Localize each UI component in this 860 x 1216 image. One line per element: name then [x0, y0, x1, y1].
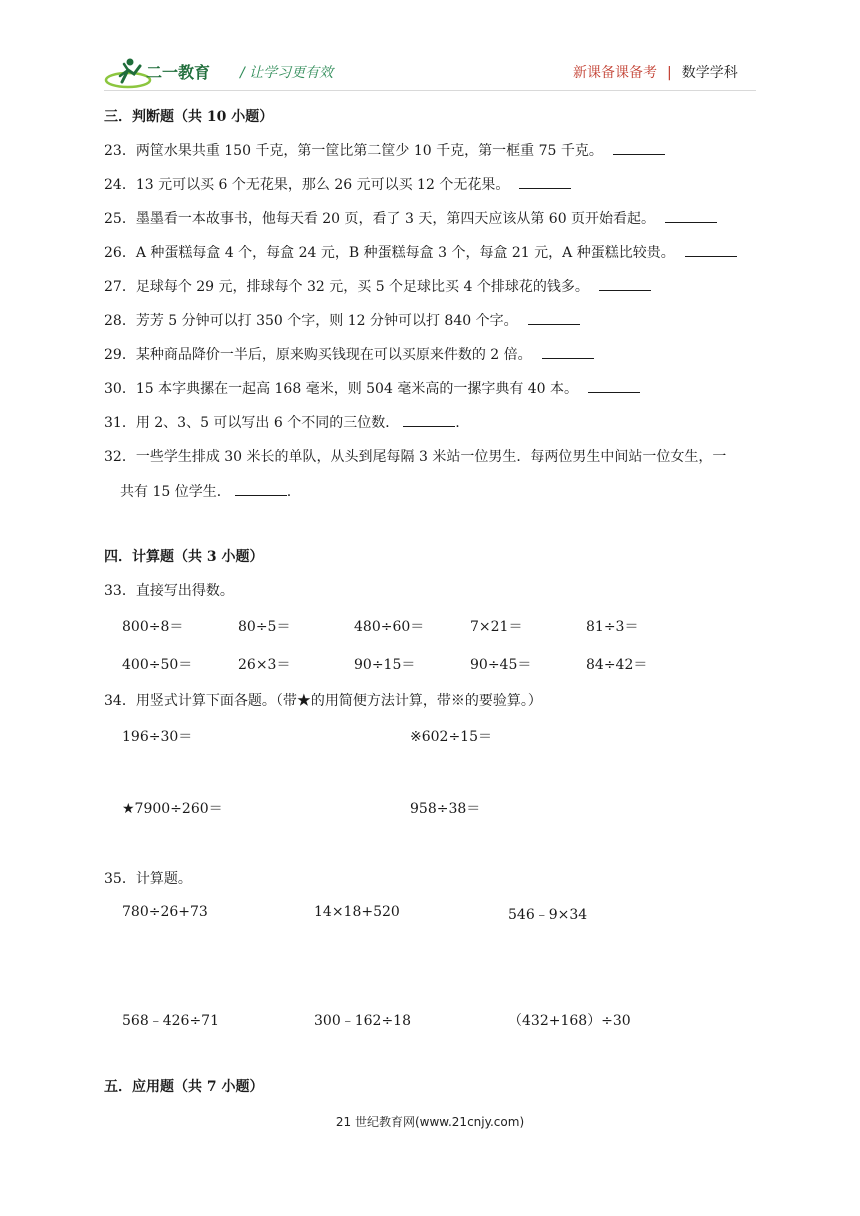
- mixed-calc-item: 14×18+520: [314, 904, 400, 920]
- question-26: [104, 242, 737, 262]
- question-32-line1: 32．一些学生排成 30 米长的单队，从头到尾每隔 3 米站一位男生．每两位男生中间站一位女生，一: [104, 449, 727, 465]
- question-text: 27．足球每个 29 元，排球每个 32 元，买 5 个足球比买 4 个排球花的钱多。: [104, 279, 589, 295]
- header-subject: 数学学科: [681, 65, 738, 81]
- question-text: 25．墨墨看一本故事书，他每天看 20 页，看了 3 天，第四天应该从第 60 页开始看起。: [104, 211, 656, 227]
- question-text: 26．A 种蛋糕每盒 4 个，每盒 24 元，B 种蛋糕每盒 3 个，每盒 21 元，A 种蛋糕比较贵。: [104, 245, 675, 261]
- footer: 21 世纪教育网(www.21cnjy.com): [335, 1115, 525, 1129]
- answer-blank[interactable]: [403, 414, 455, 427]
- answer-blank[interactable]: [599, 278, 651, 291]
- question-35: 35．计算题。: [104, 871, 192, 887]
- question-29: [104, 344, 594, 364]
- mixed-calc-item: 780÷26+73: [122, 904, 208, 920]
- oral-item: 800÷8＝: [122, 619, 184, 635]
- question-text: 共有 15 位学生．: [120, 484, 231, 500]
- question-32-line2: [120, 481, 291, 501]
- oral-item: 400÷50＝: [122, 657, 193, 673]
- oral-item: 81÷3＝: [586, 619, 639, 635]
- mixed-calc-item: 568﹣426÷71: [122, 1013, 219, 1029]
- question-28: [104, 310, 580, 330]
- header-divider: [104, 90, 756, 91]
- question-text: 24．13 元可以买 6 个无花果，那么 26 元可以买 12 个无花果。: [104, 177, 510, 193]
- vertical-calc-item: ★7900÷260＝: [122, 801, 223, 817]
- oral-item: 84÷42＝: [586, 657, 648, 673]
- vertical-calc-item: 958÷38＝: [410, 801, 481, 817]
- question-period: .: [286, 484, 292, 500]
- mixed-calc-item: 300﹣162÷18: [314, 1013, 411, 1029]
- answer-blank[interactable]: [519, 176, 571, 189]
- answer-blank[interactable]: [235, 483, 287, 496]
- question-text: 28．芳芳 5 分钟可以打 350 个字，则 12 分钟可以打 840 个字。: [104, 313, 518, 329]
- question-34: 34．用竖式计算下面各题。（带★的用简便方法计算，带※的要验算。）: [104, 693, 542, 709]
- section-apply-title: 五．应用题（共 7 小题）: [104, 1079, 264, 1095]
- question-23: [104, 140, 665, 160]
- question-text: 30．15 本字典摞在一起高 168 毫米，则 504 毫米高的一摞字典有 40 本。: [104, 381, 579, 397]
- oral-item: 7×21＝: [470, 619, 523, 635]
- mixed-calc-item: （432+168）÷30: [508, 1013, 631, 1029]
- header-tagline: 新课备课备考: [573, 65, 657, 81]
- question-31: [104, 412, 460, 432]
- oral-item: 80÷5＝: [238, 619, 291, 635]
- header-separator: |: [667, 65, 672, 81]
- header-right: [573, 62, 738, 82]
- answer-blank[interactable]: [528, 312, 580, 325]
- question-30: [104, 378, 640, 398]
- question-text: 29．某种商品降价一半后，原来购买钱现在可以买原来件数的 2 倍。: [104, 347, 532, 363]
- oral-item: 26×3＝: [238, 657, 291, 673]
- question-24: [104, 174, 571, 194]
- vertical-calc-item: 196÷30＝: [122, 729, 193, 745]
- answer-blank[interactable]: [613, 142, 665, 155]
- vertical-calc-item: ※602÷15＝: [410, 729, 492, 745]
- answer-blank[interactable]: [542, 346, 594, 359]
- answer-blank[interactable]: [665, 210, 717, 223]
- slogan: / 让学习更有效: [240, 65, 334, 81]
- answer-blank[interactable]: [685, 244, 737, 257]
- logo-text: 二一教育: [146, 63, 211, 82]
- question-27: [104, 276, 651, 296]
- oral-item: 480÷60＝: [354, 619, 425, 635]
- oral-item: 90÷15＝: [354, 657, 416, 673]
- question-text: 31．用 2、3、5 可以写出 6 个不同的三位数．: [104, 415, 400, 431]
- question-33: 33．直接写出得数。: [104, 583, 234, 599]
- question-period: .: [455, 415, 460, 431]
- section-judge-title: 三．判断题（共 10 小题）: [104, 109, 274, 125]
- answer-blank[interactable]: [588, 380, 640, 393]
- question-text: 23．两筐水果共重 150 千克，第一筐比第二筐少 10 千克，第一框重 75 千克。: [104, 143, 603, 159]
- oral-item: 90÷45＝: [470, 657, 532, 673]
- section-calc-title: 四．计算题（共 3 小题）: [104, 549, 264, 565]
- question-25: [104, 208, 717, 228]
- mixed-calc-item: 546﹣9×34: [508, 907, 588, 923]
